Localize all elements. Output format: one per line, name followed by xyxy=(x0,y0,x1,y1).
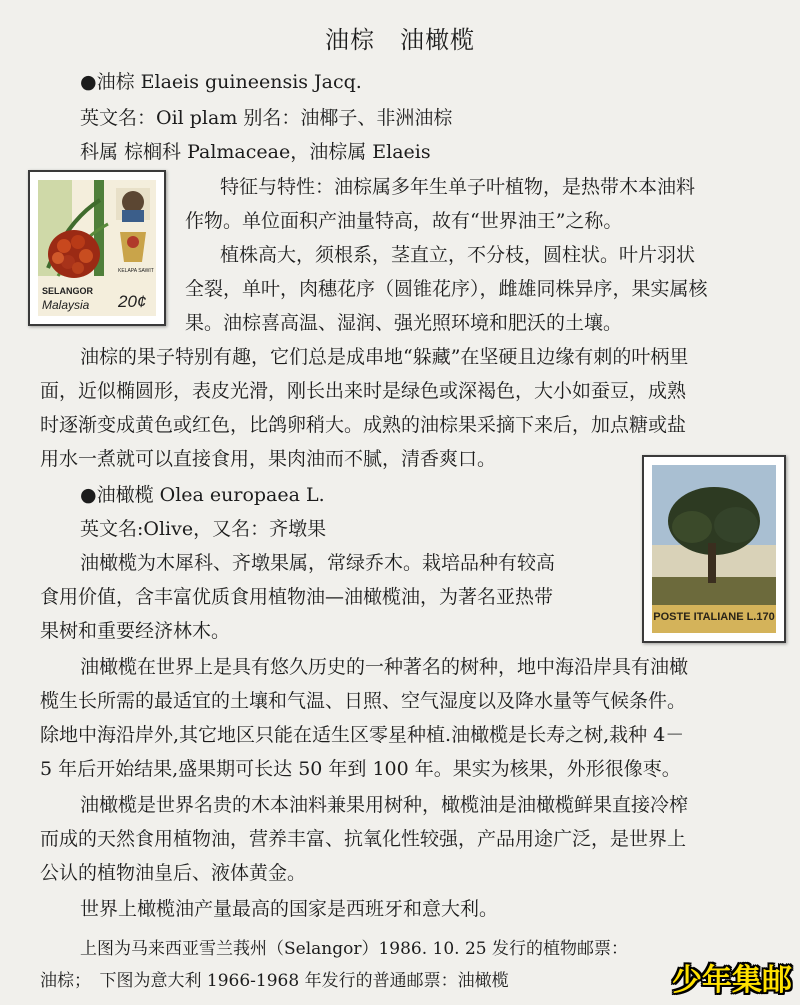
olive-line-4: 油橄榄在世界上是具有悠久历史的一种著名的树种，地中海沿岸具有油橄 xyxy=(80,656,689,678)
palm-line-8: 时逐渐变成黄色或红色，比鸽卵稍大。成熟的油棕果采摘下来后，加点糖或盐 xyxy=(40,414,687,436)
olive-line-6: 除地中海沿岸外,其它地区只能在适生区零星种植.油橄榄是长寿之树,栽种 4－ xyxy=(40,724,685,746)
palm-heading: ●油棕 Elaeis guineensis Jacq. xyxy=(80,71,362,93)
olive-english-name: 英文名:Olive，又名：齐墩果 xyxy=(80,518,327,540)
olive-line-10: 公认的植物油皇后、液体黄金。 xyxy=(40,862,307,884)
page-title: 油棕 油橄榄 xyxy=(325,26,475,54)
olive-line-11: 世界上橄榄油产量最高的国家是西班牙和意大利。 xyxy=(80,898,499,920)
palm-line-1: 特征与特性：油棕属多年生单子叶植物，是热带木本油料 xyxy=(220,176,696,198)
watermark-logo: 少年集邮 xyxy=(672,963,792,998)
olive-line-8: 油橄榄是世界名贵的木本油料兼果用树种，橄榄油是油橄榄鲜果直接冷榨 xyxy=(80,794,689,816)
palm-line-9: 用水一煮就可以直接食用，果肉油而不腻，清香爽口。 xyxy=(40,448,497,470)
italy-stamp xyxy=(642,455,786,643)
palm-line-7: 面，近似椭圆形，表皮光滑，刚长出来时是绿色或深褐色，大小如蚕豆，成熟 xyxy=(40,380,687,402)
olive-tree-illustration xyxy=(652,465,776,633)
olive-line-2: 食用价值，含丰富优质食用植物油—油橄榄油，为著名亚热带 xyxy=(40,586,554,608)
olive-heading: ●油橄榄 Olea europaea L. xyxy=(80,484,325,506)
palm-line-4: 全裂，单叶，肉穗花序（圆锥花序），雌雄同株异序，果实属核 xyxy=(185,278,708,300)
malaysia-stamp xyxy=(28,170,166,326)
palm-line-3: 植株高大，须根系，茎直立，不分枝，圆柱状。叶片羽状 xyxy=(220,244,696,266)
stamp-value-text: 20¢ xyxy=(118,292,147,311)
stamp-subtext: KELAPA SAWIT xyxy=(118,268,154,274)
olive-line-3: 果树和重要经济林木。 xyxy=(40,620,231,642)
olive-line-5: 榄生长所需的最适宜的土壤和气温、日照、空气湿度以及降水量等气候条件。 xyxy=(40,690,687,712)
caption-line-2: 油棕； 下图为意大利 1966-1968 年发行的普通邮票：油橄榄 xyxy=(40,971,509,991)
stamp-country-text: Malaysia xyxy=(42,298,90,312)
stamp-italy-text: POSTE ITALIANE L.170 xyxy=(653,611,775,623)
stamp-region-text: SELANGOR xyxy=(42,286,94,296)
palm-family: 科属 棕榈科 Palmaceae，油棕属 Elaeis xyxy=(80,141,431,163)
olive-line-7: 5 年后开始结果,盛果期可长达 50 年到 100 年。果实为核果，外形很像枣。 xyxy=(40,758,681,780)
olive-line-9: 而成的天然食用植物油，营养丰富、抗氧化性较强，产品用途广泛，是世界上 xyxy=(40,828,687,850)
palm-english-name: 英文名：Oil plam 别名：油椰子、非洲油棕 xyxy=(80,107,453,129)
palm-line-2: 作物。单位面积产油量特高，故有“世界油王”之称。 xyxy=(185,210,623,232)
palm-line-5: 果。油棕喜高温、湿润、强光照环境和肥沃的土壤。 xyxy=(185,312,623,334)
palm-line-6: 油棕的果子特别有趣，它们总是成串地“躲藏”在坚硬且边缘有刺的叶柄里 xyxy=(80,346,689,368)
caption-line-1: 上图为马来西亚雪兰莪州（Selangor）1986. 10. 25 发行的植物邮票： xyxy=(80,939,629,959)
olive-line-1: 油橄榄为木犀科、齐墩果属，常绿乔木。栽培品种有较高 xyxy=(80,552,556,574)
